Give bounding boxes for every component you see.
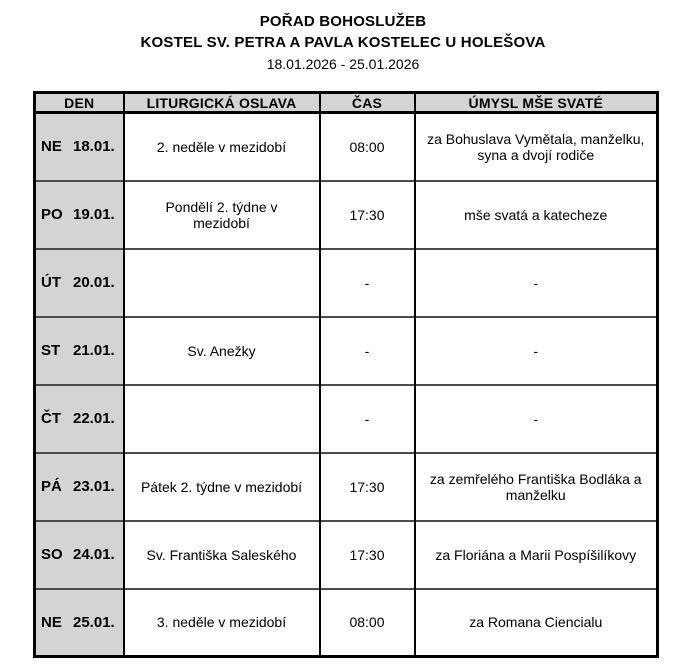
day-date: 25.01. — [73, 613, 115, 631]
header-day: DEN — [35, 93, 124, 113]
table-row — [35, 181, 658, 249]
table-row — [35, 317, 658, 385]
day-abbrev: PO — [41, 206, 63, 223]
intention-cell: za Floriána a Marii Pospíšilíkovy — [415, 521, 658, 589]
time-cell: 17:30 — [320, 521, 415, 589]
celebration-cell: 2. neděle v mezidobí — [124, 113, 320, 181]
date-range: 18.01.2026 - 25.01.2026 — [266, 56, 420, 72]
celebration-cell: Pondělí 2. týdne v mezidobí — [124, 181, 320, 249]
table-row — [35, 113, 658, 181]
intention-cell: za Bohuslava Vymětala, manželku, syna a dvojí rodiče — [415, 113, 658, 181]
day-cell — [35, 521, 124, 589]
header-time: ČAS — [320, 93, 415, 113]
intention-cell: za zemřelého Františka Bodláka a manželku — [415, 453, 658, 521]
day-cell — [35, 589, 124, 657]
celebration-cell: Sv. Františka Saleského — [124, 521, 320, 589]
celebration-cell: 3. neděle v mezidobí — [124, 589, 320, 657]
time-cell: - — [320, 385, 415, 453]
header-celebration: LITURGICKÁ OSLAVA — [124, 93, 320, 113]
day-date: 22.01. — [73, 410, 115, 427]
day-date: 23.01. — [73, 478, 115, 495]
page-subtitle: KOSTEL SV. PETRA A PAVLA KOSTELEC U HOLEŠOVA — [140, 34, 546, 51]
day-date: 21.01. — [73, 342, 115, 359]
day-abbrev: NE — [41, 613, 62, 631]
header-intention: ÚMYSL MŠE SVATÉ — [415, 93, 658, 113]
day-abbrev: PÁ — [41, 478, 62, 495]
day-abbrev: SO — [41, 546, 63, 563]
page-title: POŘAD BOHOSLUŽEB — [259, 13, 427, 30]
day-date: 18.01. — [73, 138, 115, 156]
time-cell: 08:00 — [320, 113, 415, 181]
day-abbrev: ČT — [41, 410, 61, 427]
intention-cell: - — [415, 317, 658, 385]
day-cell — [35, 113, 124, 181]
schedule-table — [33, 91, 659, 658]
time-cell: 08:00 — [320, 589, 415, 657]
document-header — [0, 0, 686, 74]
day-abbrev: ST — [41, 342, 61, 359]
day-cell — [35, 317, 124, 385]
day-cell — [35, 453, 124, 521]
day-date: 20.01. — [73, 274, 115, 291]
day-date: 19.01. — [73, 206, 115, 223]
table-row — [35, 589, 658, 657]
day-cell — [35, 385, 124, 453]
celebration-cell — [124, 249, 320, 317]
time-cell: 17:30 — [320, 453, 415, 521]
intention-cell: - — [415, 385, 658, 453]
intention-cell: - — [415, 249, 658, 317]
day-date: 24.01. — [73, 546, 115, 563]
day-abbrev: ÚT — [41, 274, 61, 291]
celebration-cell — [124, 385, 320, 453]
table-row — [35, 521, 658, 589]
table-row — [35, 385, 658, 453]
day-cell — [35, 181, 124, 249]
time-cell: - — [320, 249, 415, 317]
time-cell: - — [320, 317, 415, 385]
table-row — [35, 453, 658, 521]
intention-cell: za Romana Ciencialu — [415, 589, 658, 657]
table-row — [35, 249, 658, 317]
day-cell — [35, 249, 124, 317]
celebration-cell: Sv. Anežky — [124, 317, 320, 385]
time-cell: 17:30 — [320, 181, 415, 249]
intention-cell: mše svatá a katecheze — [415, 181, 658, 249]
table-header-row — [35, 93, 658, 113]
celebration-cell: Pátek 2. týdne v mezidobí — [124, 453, 320, 521]
day-abbrev: NE — [41, 138, 62, 156]
